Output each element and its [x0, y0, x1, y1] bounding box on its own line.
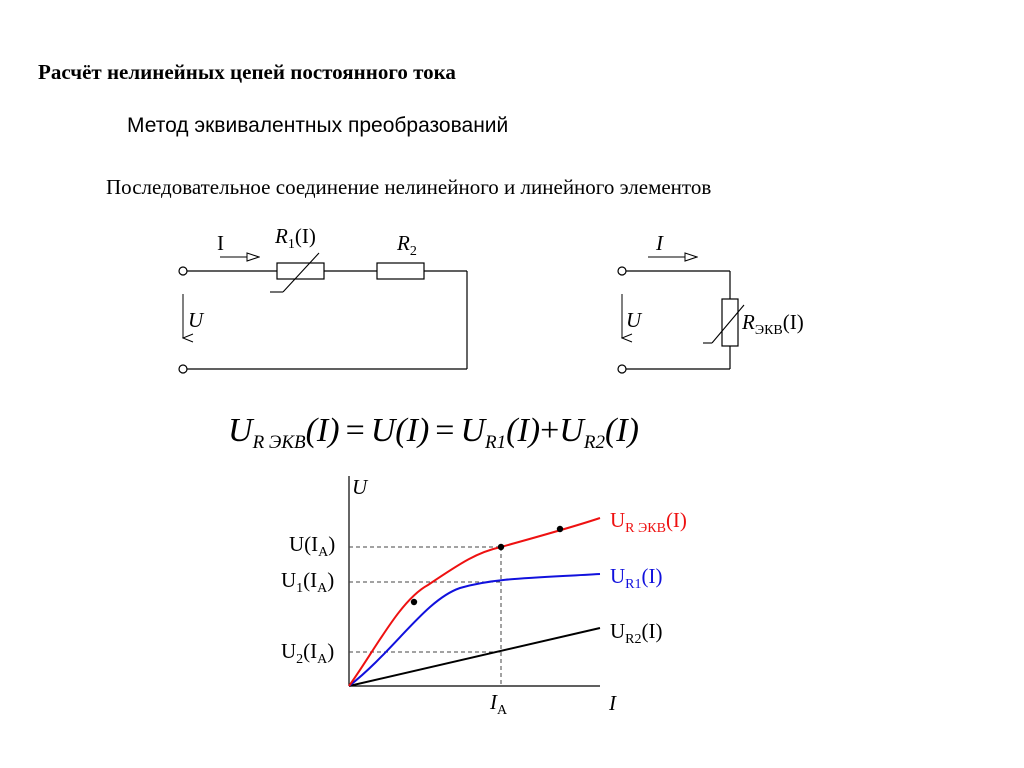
- terminal-top-right: [618, 267, 626, 275]
- u1-ia-label: $U_1(I_A)$: [281, 568, 335, 596]
- point-marker: [411, 599, 417, 605]
- u-ia-label: $U(I_A)$: [289, 532, 336, 560]
- axis-u-label: U: [352, 475, 368, 499]
- method-subtitle: Метод эквивалентных преобразований: [127, 114, 509, 137]
- right-circuit: [618, 231, 804, 373]
- left-circuit: [179, 224, 467, 373]
- point-marker: [557, 526, 563, 532]
- nonlinear-resistor-r1: [277, 263, 324, 279]
- axis-i-label: I: [609, 691, 616, 715]
- voltage-label: U: [188, 308, 204, 332]
- ia-label: $I_A$: [490, 690, 508, 718]
- linear-resistor-r2: [377, 263, 424, 279]
- page-title: Расчёт нелинейных цепей постоянного тока: [38, 60, 456, 84]
- curve-ureq-label: $U_{R ЭКВ}(I)$: [610, 508, 687, 536]
- curve-ur2: [349, 628, 600, 686]
- point-marker: [498, 544, 504, 550]
- r2-label: $R_2$: [397, 231, 417, 259]
- curve-ur1-label: $U_{R1}(I)$: [610, 564, 663, 592]
- u2-ia-label: $U_2(I_A)$: [281, 639, 335, 667]
- terminal-top-left: [179, 267, 187, 275]
- voltage-label: U: [626, 308, 642, 332]
- terminal-bottom-left: [179, 365, 187, 373]
- req-label: $R_{ЭКВ}(I)$: [742, 310, 804, 338]
- section-title: Последовательное соединение нелинейного и линейного элементов: [106, 175, 712, 199]
- current-label: I: [217, 231, 224, 255]
- terminal-bottom-right: [618, 365, 626, 373]
- curve-ur2-label: $U_{R2}(I)$: [610, 619, 663, 647]
- iv-graph: [281, 475, 687, 718]
- r1-label: $R_1(I)$: [275, 224, 316, 252]
- current-label: I: [656, 231, 663, 255]
- equivalence-formula: $U_{R ЭКВ}(I) = U(I) = U_{R1}(I)+U_{R2}(I)$: [228, 412, 639, 453]
- curve-ureq: [349, 518, 600, 686]
- equivalent-nonlinear-resistor: [722, 299, 738, 346]
